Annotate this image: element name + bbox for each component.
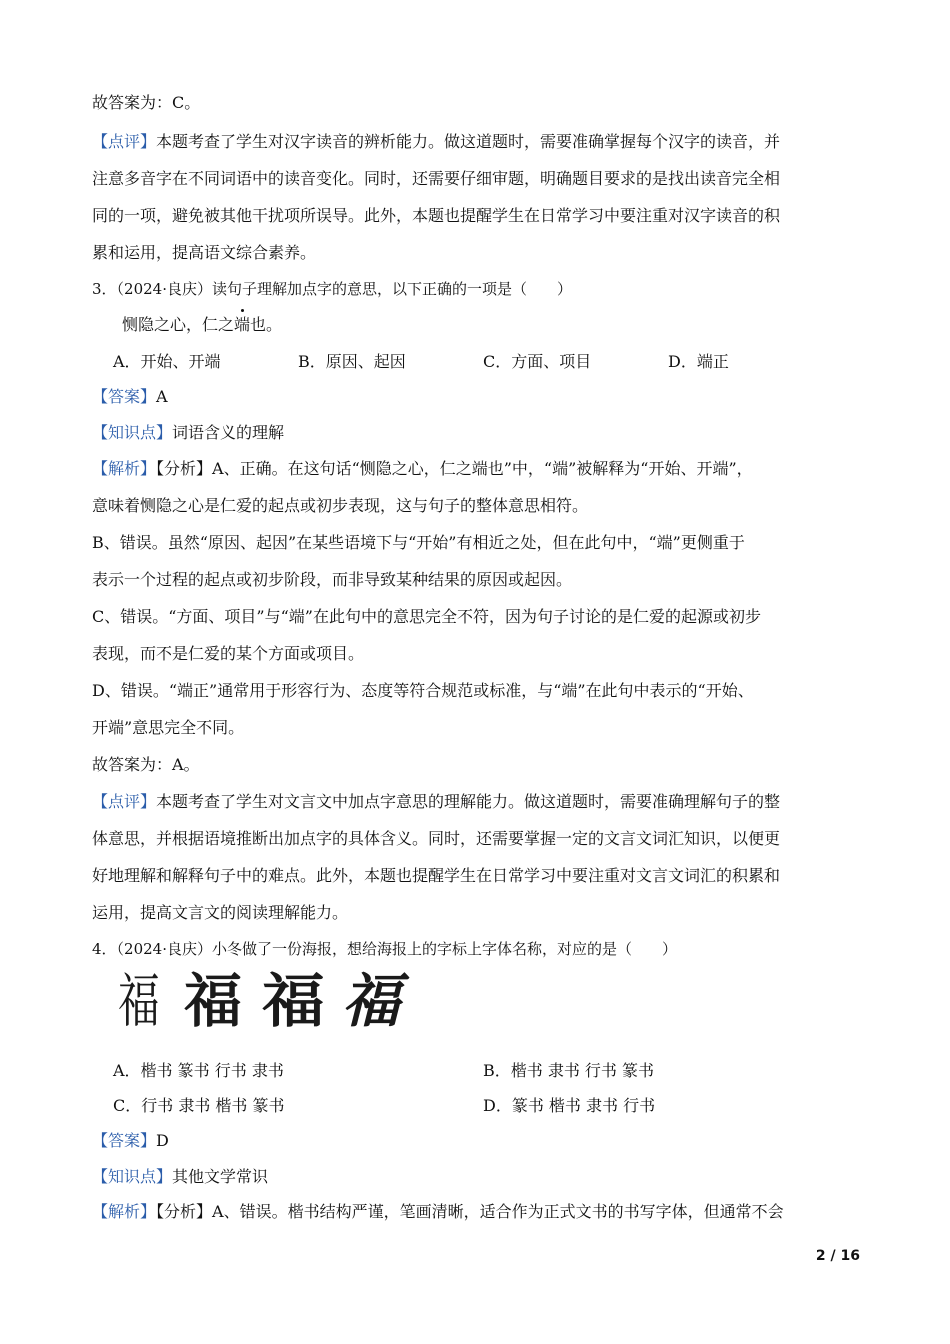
q3-comment-line: 体意思，并根据语境推断出加点字的具体含义。同时，还需要掌握一定的文言文词汇知识，以便更 [92,829,781,848]
fu-clerical-script: 福 [262,967,325,1035]
q3-analysis-line: 【解析】【分析】A、正确。在这句话“恻隐之心，仁之端也”中，“端”被解释为“开始、开端”， [92,459,753,478]
knowledge-tag: 【知识点】 [92,1167,173,1186]
page-number: 2 / 16 [815,1248,860,1264]
q3-analysis-line: 意味着恻隐之心是仁爱的起点或初步表现，这与句子的整体意思相符。 [92,496,589,515]
q3-analysis-line: B、错误。虽然“原因、起因”在某些语境下与“开始”有相近之处，但在此句中，“端”更侧重于 [92,533,745,552]
dotted-char: 端 [234,315,251,334]
q3-comment-line: 【点评】本题考查了学生对文言文中加点字意思的理解能力。做这道题时，需要准确理解句子的整 [92,792,781,811]
prev-comment-line: 注意多音字在不同词语中的读音变化。同时，还需要仔细审题，明确题目要求的是找出读音完全相 [92,169,781,188]
prev-comment-line: 累和运用，提高语文综合素养。 [92,243,317,262]
answer-tag: 【答案】 [92,1131,157,1150]
q4-option-a: A．楷书 篆书 行书 隶书 [113,1061,284,1080]
analysis-tag: 【解析】 [92,459,157,478]
q3-stem: 3．（2024·良庆）读句子理解加点字的意思，以下正确的一项是（ ） [92,280,572,298]
q3-comment-line: 运用，提高文言文的阅读理解能力。 [92,903,349,922]
q3-knowledge: 【知识点】词语含义的理解 [92,423,285,442]
q3-analysis-line: D、错误。“端正”通常用于形容行为、态度等符合规范或标准，与“端”在此句中表示的“开始、 [92,681,754,700]
q4-answer: 【答案】D [92,1131,169,1150]
fu-regular-script: 福 [184,967,243,1035]
comment-tag: 【点评】 [92,132,157,151]
q3-sentence: 恻隐之心，仁之端也。 [122,315,283,334]
q4-option-d: D．篆书 楷书 隶书 行书 [483,1096,656,1115]
q3-analysis-line: 开端”意思完全不同。 [92,718,245,737]
q3-option-a: A．开始、开端 [113,352,221,371]
q3-comment-line: 好地理解和解释句子中的难点。此外，本题也提醒学生在日常学习中要注重对文言文词汇的积累和 [92,866,781,885]
prev-comment-line: 同的一项，避免被其他干扰项所误导。此外，本题也提醒学生在日常学习中要注重对汉字读音的积 [92,206,781,225]
q4-option-b: B．楷书 隶书 行书 篆书 [483,1061,655,1080]
answer-tag: 【答案】 [92,387,157,406]
q4-analysis-line: 【解析】【分析】A、错误。楷书结构严谨，笔画清晰，适合作为正式文书的书写字体，但通常不会 [92,1202,784,1221]
analysis-tag: 【解析】 [92,1202,157,1221]
q3-analysis-line: 表示一个过程的起点或初步阶段，而非导致某种结果的原因或起因。 [92,570,573,589]
prev-comment-line: 【点评】本题考查了学生对汉字读音的辨析能力。做这道题时，需要准确掌握每个汉字的读音，并 [92,132,781,151]
fu-running-script: 福 [342,967,401,1035]
prev-answer-line: 故答案为：C。 [92,93,201,112]
q3-option-b: B．原因、起因 [298,352,406,371]
knowledge-tag: 【知识点】 [92,423,173,442]
q4-knowledge: 【知识点】其他文学常识 [92,1167,269,1186]
comment-tag: 【点评】 [92,792,157,811]
fu-calligraphy-image [118,968,418,1034]
q3-option-d: D．端正 [668,352,729,371]
q3-answer: 【答案】A [92,387,168,406]
q4-option-c: C．行书 隶书 楷书 篆书 [113,1096,285,1115]
q3-option-c: C．方面、项目 [483,352,592,371]
q4-stem: 4．（2024·良庆）小冬做了一份海报，想给海报上的字标上字体名称，对应的是（ ） [92,940,677,958]
fu-seal-script: 福 [118,967,160,1035]
q3-analysis-line: C、错误。“方面、项目”与“端”在此句中的意思完全不符，因为句子讨论的是仁爱的起源或初步 [92,607,761,626]
q3-analysis-line: 故答案为：A。 [92,755,200,774]
q3-analysis-line: 表现，而不是仁爱的某个方面或项目。 [92,644,365,663]
